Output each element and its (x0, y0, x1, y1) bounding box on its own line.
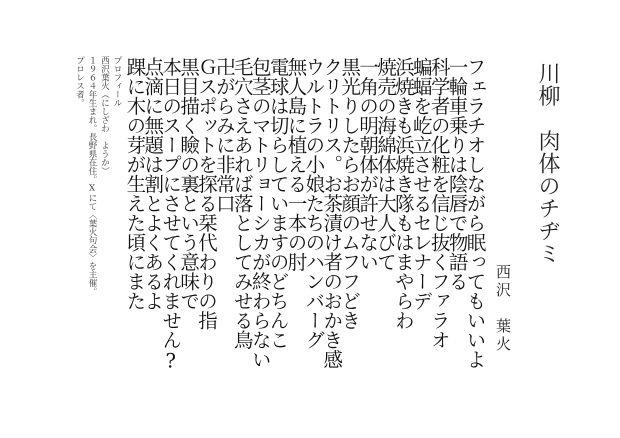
poem-line: 焼売の海綿体は大人びて (374, 57, 397, 272)
poem-line: フェラチオしながら眠ってもいいよ (463, 57, 487, 369)
poem-line: 踝に木の芽が生えた頃にまた (123, 57, 147, 311)
poem-line: 卍がらみに非常口 (212, 57, 236, 213)
poem-line: 無人島に植える一本の肘 (284, 57, 308, 272)
poem-line: クリトリス。お茶漬け者のおかき感 (320, 57, 344, 369)
profile-heading: プロフィール (112, 56, 122, 107)
poem-line: Ｇスポットを探る栞代わりの指 (195, 57, 218, 330)
poem-line: 本日のスープにさせてくれません? (159, 57, 183, 373)
poem-line: 包茎のマトリョーシカが終わらない (248, 57, 272, 369)
poem-line: 黒目描く瞼の裏という意味で (177, 57, 201, 311)
poem-line: 科学者の化粧を信じ抜くファラオ (427, 57, 451, 350)
profile-line: １９６４年生まれ。長野県在住。Xにて〈葉火句会〉を主催。 (87, 56, 97, 296)
poem-line: 一輪車乗りは陰唇で物語る (445, 57, 469, 291)
poem-line: ウルトラの小娘たちのハンバーグ (302, 57, 326, 350)
poem-line: 黒光りしたらお顔のムフフどき (338, 57, 362, 330)
poem-line: 浜焼きも浜焼き隊もはまやらわ (391, 57, 415, 330)
poem-line: 点滴に無題は割とよくあるよ (141, 57, 165, 311)
poem-line: 毛穴さえあれば落としてみせる鳥 (230, 57, 254, 350)
profile-line: プロレス者。 (74, 56, 85, 107)
profile-line: 西沢葉火（にしざわ ようか） (99, 56, 110, 175)
poem-line: 電球は切らしていますのどちんこ (266, 57, 290, 350)
poem-line: 蝙蝠を屹立させるセレナーデ (409, 57, 433, 311)
author-name: 西沢 葉火 (494, 264, 512, 354)
poem-line: 一角の明朝体が許せない (356, 57, 380, 272)
poem-title: 川柳 肉体のチヂミ (535, 62, 560, 265)
